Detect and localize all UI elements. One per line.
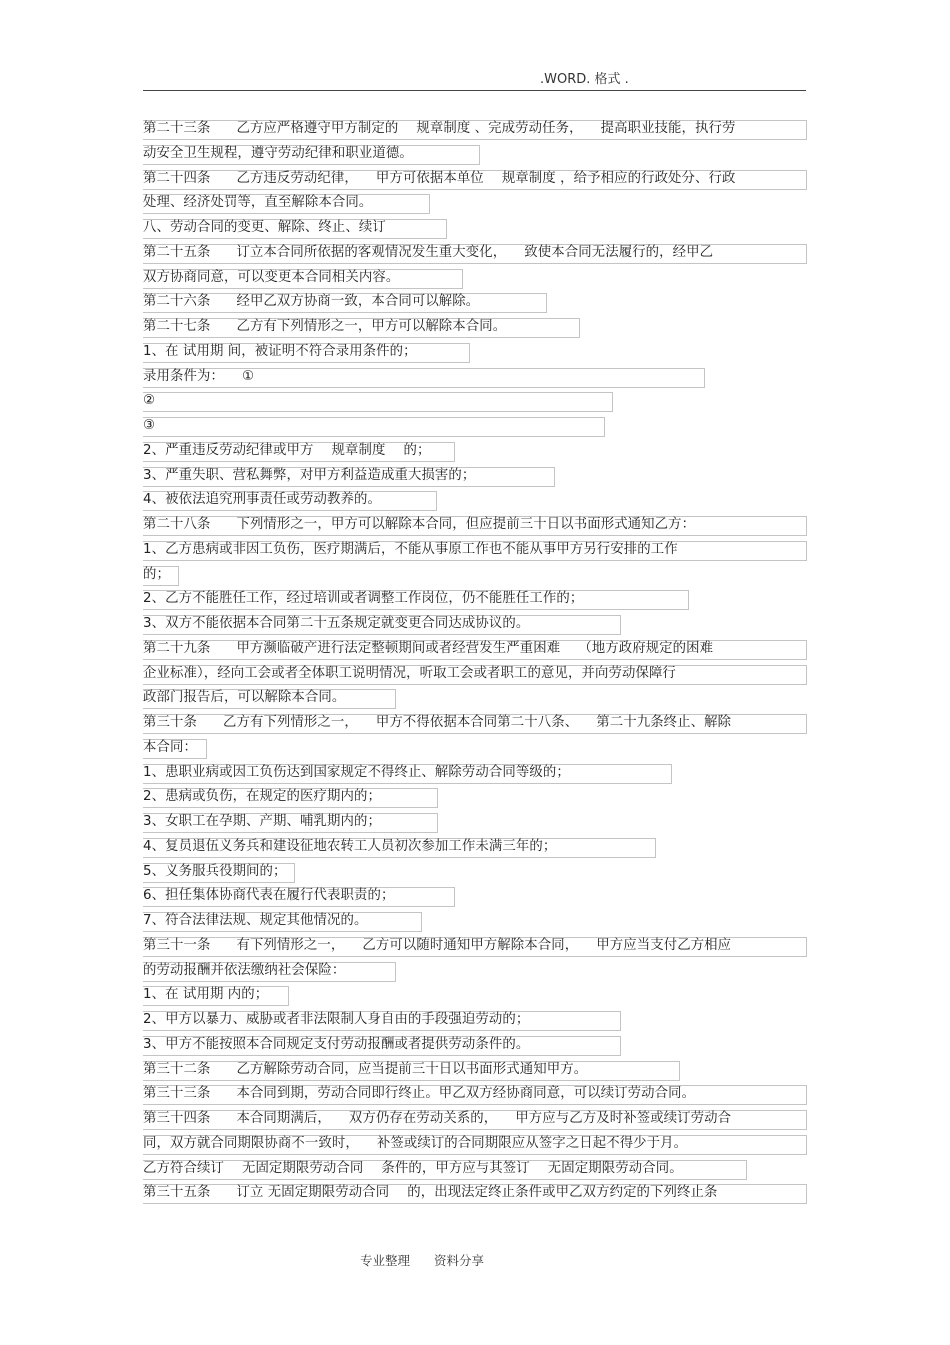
line-text: 提高职业技能， bbox=[600, 121, 696, 136]
line-text-end: 经甲乙 bbox=[672, 244, 714, 260]
line-text: 的； bbox=[143, 566, 170, 582]
line-text: 4、复员退伍义务兵和建设征地农转工人员初次参加工作未满三年的； bbox=[143, 838, 557, 854]
text-line bbox=[143, 711, 807, 736]
line-text: 1、乙方患病或非因工负伤，医疗期满后，不能从事原工作也不能从事甲方另行安排的工作 bbox=[143, 541, 678, 557]
line-text: 1、患职业病或因工负伤达到国家规定不得终止、解除劳动合同等级的； bbox=[143, 764, 570, 780]
text-line bbox=[143, 464, 807, 489]
text-line bbox=[143, 414, 807, 439]
text-line bbox=[143, 1181, 807, 1206]
line-text: 第二十五条 bbox=[143, 244, 211, 260]
text-line bbox=[143, 662, 807, 687]
line-text: 无固定期限劳动合同 bbox=[547, 1160, 670, 1176]
line-text: 甲方不得依据本合同第二十八条、 bbox=[375, 715, 579, 730]
text-line bbox=[143, 1033, 807, 1058]
line-box bbox=[143, 368, 705, 388]
text-line bbox=[143, 266, 807, 291]
line-text: 条件的，甲方应与其签订 bbox=[381, 1160, 530, 1176]
text-line bbox=[143, 1058, 807, 1083]
line-text: 下列情形之一，甲方可以解除本合同，但应提前三十日以书面形式通知乙方： bbox=[236, 517, 696, 532]
line-text: 5、义务服兵役期间的； bbox=[143, 863, 287, 879]
line-text: 第二十六条 bbox=[143, 294, 211, 310]
line-text: 致使本合同无法履行的， bbox=[524, 244, 673, 260]
line-text: 订立本合同所依据的客观情况发生重大变化， bbox=[236, 244, 507, 260]
line-text: 乙方解除劳动合同，应当提前三十日以书面形式通知甲方。 bbox=[236, 1061, 588, 1077]
line-text: 规章制度 、完成劳动任务， bbox=[416, 121, 583, 136]
line-text: 甲方可依据本单位 bbox=[375, 170, 484, 186]
text-line bbox=[143, 1107, 807, 1132]
line-text: 6、担任集体协商代表在履行代表职责的； bbox=[143, 888, 395, 904]
text-line bbox=[143, 736, 807, 761]
line-text: 的劳动报酬并依法缴纳社会保险： bbox=[143, 962, 346, 978]
line-text: 2、严重违反劳动纪律或甲方 bbox=[143, 442, 314, 458]
line-text-end: 月。 bbox=[660, 1135, 688, 1151]
header-rule bbox=[143, 90, 806, 91]
line-text: 甲方濒临破产进行法定整顿期间或者经营发生严重困难 bbox=[236, 640, 561, 656]
text-line bbox=[143, 290, 807, 315]
text-line bbox=[143, 216, 807, 241]
line-text: 第三十三条 bbox=[143, 1086, 211, 1102]
line-text: 第二十八条 bbox=[143, 517, 211, 532]
text-line bbox=[143, 538, 807, 563]
line-text: 的； bbox=[403, 442, 431, 458]
text-line bbox=[143, 637, 807, 662]
line-text: 第三十四条 bbox=[143, 1111, 211, 1126]
line-text: 无固定期限劳动合同 bbox=[241, 1160, 364, 1176]
line-text: 第三十条 bbox=[143, 715, 197, 730]
text-line bbox=[143, 563, 807, 588]
text-line bbox=[143, 142, 807, 167]
line-text: 双方仍存在劳动关系的， bbox=[348, 1111, 498, 1126]
line-text: （地方政府规定的困难 bbox=[578, 640, 714, 656]
line-text-end: 执行劳 bbox=[695, 121, 736, 136]
line-text: 乙方应严格遵守甲方制定的 bbox=[236, 121, 399, 136]
line-text: 的，出现法定终止条件或甲乙双方约定的下列终止条 bbox=[407, 1185, 718, 1201]
line-text: 1、在 试用期 间，被证明不符合录用条件的； bbox=[143, 343, 417, 359]
line-text: 2、甲方以暴力、威胁或者非法限制人身自由的手段强迫劳动的； bbox=[143, 1012, 530, 1027]
text-line bbox=[143, 587, 807, 612]
line-text: 第三十二条 bbox=[143, 1061, 211, 1077]
text-line bbox=[143, 315, 807, 340]
line-text: 第三十一条 bbox=[143, 937, 211, 953]
footer-right: 资料分享 bbox=[434, 1253, 485, 1268]
line-text: 补签或续订的合同期限应从签字之日起不得少于 bbox=[376, 1135, 661, 1151]
line-text: ③ bbox=[143, 418, 156, 433]
line-text: 3、甲方不能按照本合同规定支付劳动报酬或者提供劳动条件的。 bbox=[143, 1036, 530, 1052]
line-text: 第二十九条 bbox=[143, 640, 211, 656]
line-text: 乙方有下列情形之一，甲方可以解除本合同。 bbox=[236, 319, 507, 334]
page-footer bbox=[360, 1251, 504, 1269]
text-line bbox=[143, 1008, 807, 1033]
text-line bbox=[143, 983, 807, 1008]
line-text: 政部门报告后，可以解除本合同。 bbox=[143, 690, 346, 706]
line-text: 本合同到期，劳动合同即行终止。甲乙双方经协商同意，可以续订劳动合同。 bbox=[236, 1086, 696, 1102]
line-text: ② bbox=[143, 393, 156, 409]
line-text: 第三十五条 bbox=[143, 1185, 211, 1201]
text-line bbox=[143, 909, 807, 934]
text-line bbox=[143, 1082, 807, 1107]
line-text: 规章制度 ，给予相应的行政处分、 bbox=[501, 170, 709, 186]
line-text-end: 解除 bbox=[704, 715, 732, 730]
text-line bbox=[143, 167, 807, 192]
page-header: .WORD. 格式 . bbox=[540, 72, 629, 87]
line-text: 同，双方就合同期限协商不一致时， bbox=[143, 1135, 359, 1151]
line-text: 3、女职工在孕期、产期、哺乳期内的； bbox=[143, 814, 381, 829]
line-text: 本合同： bbox=[143, 739, 197, 755]
line-text: 乙方符合续订 bbox=[143, 1160, 224, 1176]
text-line bbox=[143, 884, 807, 909]
text-line bbox=[143, 1132, 807, 1157]
line-box bbox=[143, 417, 605, 437]
line-text: 订立 无固定期限劳动合同 bbox=[236, 1185, 390, 1201]
line-text: 2、乙方不能胜任工作，经过培训或者调整工作岗位，仍不能胜任工作的； bbox=[143, 591, 584, 607]
line-text: 经甲乙双方协商一致，本合同可以解除。 bbox=[236, 294, 480, 310]
line-text: 乙方可以随时通知甲方解除本合同， bbox=[362, 937, 579, 953]
line-text: 八、劳动合同的变更、解除、终止、续订 bbox=[143, 220, 386, 235]
line-box bbox=[143, 392, 613, 412]
text-line bbox=[143, 810, 807, 835]
text-line bbox=[143, 340, 807, 365]
text-line bbox=[143, 959, 807, 984]
line-text: 动安全卫生规程，遵守劳动纪律和职业道德。 bbox=[143, 145, 413, 161]
line-text: 1、在 试用期 内的； bbox=[143, 987, 269, 1003]
line-text: 4、被依法追究刑事责任或劳动教养的。 bbox=[143, 492, 381, 508]
line-text: 3、严重失职、营私舞弊，对甲方利益造成重大损害的； bbox=[143, 467, 476, 483]
text-line bbox=[143, 785, 807, 810]
text-line bbox=[143, 686, 807, 711]
text-line bbox=[143, 191, 807, 216]
line-text: 企业标准），经向工会或者全体职工说明情况，听取工会或者职工的意见，并向劳动保障行 bbox=[143, 665, 676, 681]
line-text: 有下列情形之一， bbox=[236, 937, 345, 953]
text-line bbox=[143, 761, 807, 786]
document-body bbox=[143, 117, 807, 1206]
line-text: 规章制度 bbox=[331, 442, 386, 458]
line-text-end: 行政 bbox=[708, 170, 736, 186]
text-line bbox=[143, 860, 807, 885]
line-text: 3、双方不能依据本合同第二十五条规定就变更合同达成协议的。 bbox=[143, 616, 530, 631]
text-line bbox=[143, 934, 807, 959]
text-line bbox=[143, 117, 807, 142]
line-text: 2、患病或负伤，在规定的医疗期内的； bbox=[143, 789, 381, 805]
text-line bbox=[143, 365, 807, 390]
line-text: 乙方违反劳动纪律， bbox=[236, 170, 358, 186]
text-line bbox=[143, 513, 807, 538]
text-line bbox=[143, 241, 807, 266]
text-line bbox=[143, 1157, 807, 1182]
text-line bbox=[143, 488, 807, 513]
line-text: 第二十九条终止、 bbox=[596, 715, 705, 730]
line-text: 双方协商同意，可以变更本合同相关内容。 bbox=[143, 269, 400, 285]
line-text: 乙方有下列情形之一， bbox=[222, 715, 358, 730]
text-line bbox=[143, 439, 807, 464]
line-text: 7、符合法律法规、规定其他情况的。 bbox=[143, 913, 368, 928]
line-text: 甲方应当支付乙方相应 bbox=[596, 937, 732, 953]
text-line bbox=[143, 835, 807, 860]
line-text-end: 。 bbox=[669, 1160, 683, 1176]
line-text: 甲方应与乙方及时补签或续订劳动合 bbox=[515, 1111, 732, 1126]
line-text: 录用条件为： bbox=[143, 368, 224, 384]
footer-left: 专业整理 bbox=[360, 1253, 411, 1268]
line-text: ① bbox=[241, 368, 255, 384]
line-text: 第二十七条 bbox=[143, 319, 211, 334]
line-text: 第二十四条 bbox=[143, 170, 211, 186]
line-text: 处理、经济处罚等，直至解除本合同。 bbox=[143, 195, 373, 211]
line-text: 第二十三条 bbox=[143, 121, 211, 136]
line-text: 本合同期满后， bbox=[236, 1111, 331, 1126]
text-line bbox=[143, 612, 807, 637]
text-line bbox=[143, 389, 807, 414]
